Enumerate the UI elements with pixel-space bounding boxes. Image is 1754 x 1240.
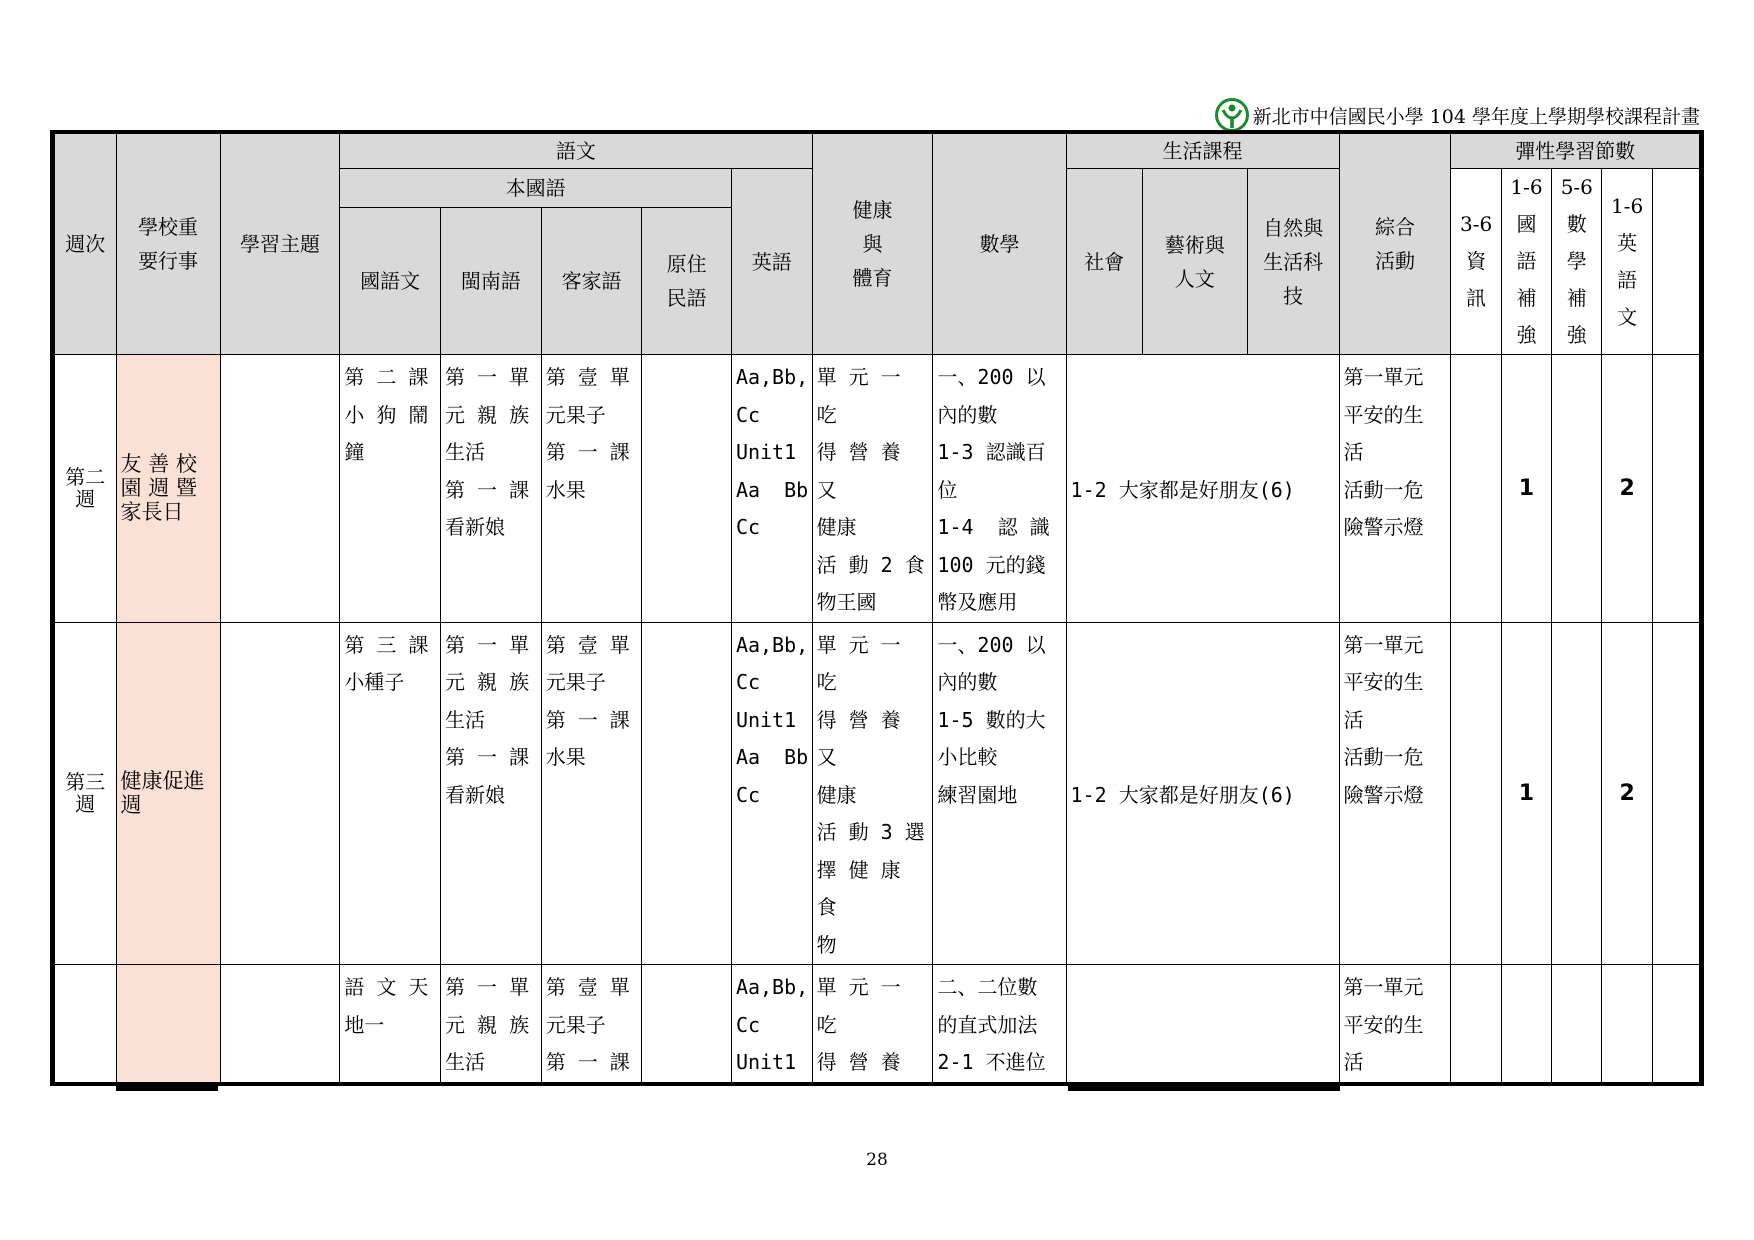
flex-mandarin-cell: 1 xyxy=(1501,355,1551,623)
header-hakka: 客家語 xyxy=(541,207,642,354)
table-row xyxy=(55,355,1700,623)
header-flex-mandarin: 1-6 國 語 補 強 xyxy=(1501,169,1551,355)
header-language-arts: 語文 xyxy=(340,134,812,169)
school-logo-icon xyxy=(1215,98,1249,132)
header-flex-blank xyxy=(1652,169,1699,355)
minnan-cell: 第 一 單 元 親 族 生活 第 一 課 看新娘 xyxy=(441,622,542,965)
page-header xyxy=(1180,98,1700,132)
hakka-cell: 第 壹 單 元果子 第 一 課 水果 xyxy=(541,355,642,623)
math-cell: 二、二位數 的直式加法 2-1 不進位 xyxy=(933,965,1066,1087)
life-curriculum-cell: 1-2 大家都是好朋友(6) xyxy=(1066,355,1339,623)
minnan-cell: 第 一 單 元 親 族 生活 第 一 課 看新娘 xyxy=(441,355,542,623)
week-cell: 第三 週 xyxy=(55,622,117,965)
health-cell: 單 元 一 吃 得 營 養 xyxy=(812,965,933,1087)
hakka-cell: 第 壹 單 元果子 第 一 課 水果 xyxy=(541,622,642,965)
header-flexible-hours: 彈性學習節數 xyxy=(1451,134,1700,169)
aboriginal-cell xyxy=(642,622,732,965)
header-integrated: 綜合 活動 xyxy=(1339,134,1451,355)
aboriginal-cell xyxy=(642,965,732,1087)
flex-blank-cell xyxy=(1652,622,1699,965)
flex-it-cell xyxy=(1451,622,1501,965)
mandarin-cell: 語 文 天 地一 xyxy=(340,965,441,1087)
health-cell: 單 元 一 吃 得 營 養 又 健康 活 動 3 選 擇 健 康 食 物 xyxy=(812,622,933,965)
flex-it-cell xyxy=(1451,355,1501,623)
header-health: 健康 與 體育 xyxy=(812,134,933,355)
header-week: 週次 xyxy=(55,134,117,355)
english-cell: Aa,Bb, Cc Unit1 Aa Bb Cc xyxy=(731,355,812,623)
header-native-language: 本國語 xyxy=(340,169,732,208)
header-arts: 藝術與 人文 xyxy=(1142,169,1247,355)
integrated-cell: 第一單元 平安的生 活 xyxy=(1339,965,1451,1087)
flex-it-cell xyxy=(1451,965,1501,1087)
underline-bar xyxy=(116,1086,218,1091)
life-curriculum-cell xyxy=(1066,965,1339,1087)
school-event-cell: 健康促進 週 xyxy=(116,622,220,965)
school-event-cell xyxy=(116,965,220,1087)
flex-english-cell xyxy=(1602,965,1652,1087)
header-life-curriculum: 生活課程 xyxy=(1066,134,1339,169)
header-theme: 學習主題 xyxy=(220,134,340,355)
theme-cell xyxy=(220,622,340,965)
mandarin-cell: 第 二 課 小 狗 鬧 鐘 xyxy=(340,355,441,623)
curriculum-table xyxy=(50,130,1704,1086)
page-title: 新北市中信國民小學 104 學年度上學期學校課程計畫 xyxy=(1252,105,1700,128)
week-cell: 第二 週 xyxy=(55,355,117,623)
flex-blank-cell xyxy=(1652,355,1699,623)
aboriginal-cell xyxy=(642,355,732,623)
flex-math-cell xyxy=(1552,622,1602,965)
header-school-event: 學校重 要行事 xyxy=(116,134,220,355)
page-number: 28 xyxy=(866,1150,888,1170)
math-cell: 一、200 以 內的數 1-5 數的大 小比較 練習園地 xyxy=(933,622,1066,965)
flex-math-cell xyxy=(1552,965,1602,1087)
theme-cell xyxy=(220,965,340,1087)
week-cell xyxy=(55,965,117,1087)
mandarin-cell: 第 三 課 小種子 xyxy=(340,622,441,965)
underline-bar xyxy=(1068,1086,1340,1091)
header-english: 英語 xyxy=(731,169,812,355)
theme-cell xyxy=(220,355,340,623)
header-minnan: 閩南語 xyxy=(441,207,542,354)
header-flex-math: 5-6 數 學 補 強 xyxy=(1552,169,1602,355)
english-cell: Aa,Bb, Cc Unit1 xyxy=(731,965,812,1087)
health-cell: 單 元 一 吃 得 營 養 又 健康 活 動 2 食 物王國 xyxy=(812,355,933,623)
math-cell: 一、200 以 內的數 1-3 認識百 位 1-4 認 識 100 元的錢 幣及應用 xyxy=(933,355,1066,623)
flex-math-cell xyxy=(1552,355,1602,623)
table-row xyxy=(55,622,1700,965)
flex-mandarin-cell xyxy=(1501,965,1551,1087)
flex-blank-cell xyxy=(1652,965,1699,1087)
integrated-cell: 第一單元 平安的生 活 活動一危 險警示燈 xyxy=(1339,355,1451,623)
header-social: 社會 xyxy=(1066,169,1142,355)
minnan-cell: 第 一 單 元 親 族 生活 xyxy=(441,965,542,1087)
english-cell: Aa,Bb, Cc Unit1 Aa Bb Cc xyxy=(731,622,812,965)
header-flex-it: 3-6 資 訊 xyxy=(1451,169,1501,355)
school-event-cell: 友 善 校 園 週 暨 家長日 xyxy=(116,355,220,623)
header-science: 自然與 生活科 技 xyxy=(1247,169,1339,355)
header-aboriginal: 原住 民語 xyxy=(642,207,732,354)
flex-english-cell: 2 xyxy=(1602,355,1652,623)
flex-english-cell: 2 xyxy=(1602,622,1652,965)
header-mandarin: 國語文 xyxy=(340,207,441,354)
hakka-cell: 第 壹 單 元果子 第 一 課 xyxy=(541,965,642,1087)
integrated-cell: 第一單元 平安的生 活 活動一危 險警示燈 xyxy=(1339,622,1451,965)
table-row xyxy=(55,965,1700,1087)
life-curriculum-cell: 1-2 大家都是好朋友(6) xyxy=(1066,622,1339,965)
header-math: 數學 xyxy=(933,134,1066,355)
flex-mandarin-cell: 1 xyxy=(1501,622,1551,965)
header-flex-english: 1-6 英 語 文 xyxy=(1602,169,1652,355)
